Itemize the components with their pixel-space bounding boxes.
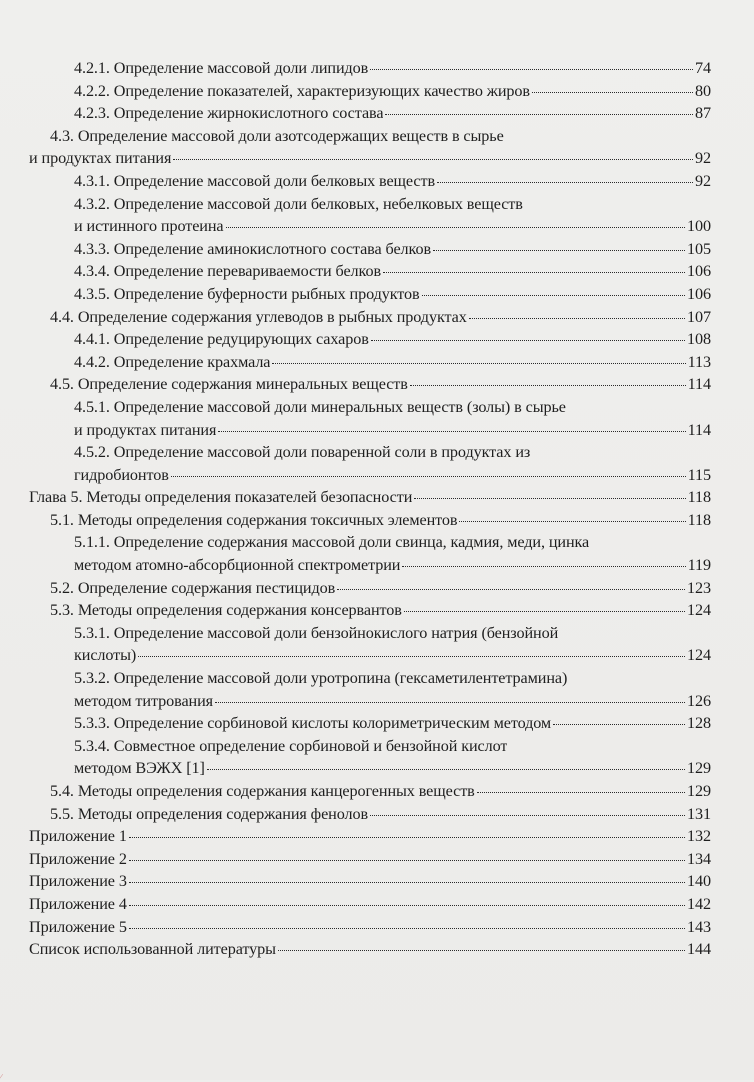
toc-leader-dots (278, 950, 685, 951)
toc-entry-title: 4.3.2. Определение массовой доли белковых, небелковых веществ (74, 194, 523, 213)
toc-entry-title: Приложение 1 (29, 827, 127, 846)
table-of-contents (0, 57, 754, 961)
toc-leader-dots (370, 69, 693, 70)
toc-leader-dots (477, 792, 685, 793)
toc-entry-title: 5.2. Определение содержания пестицидов (50, 578, 336, 597)
toc-entry-title: 4.3.4. Определение перевариваемости белков (74, 262, 381, 281)
toc-leader-dots (383, 272, 685, 273)
toc-page-number: 124 (687, 646, 711, 665)
toc-page-number: 118 (687, 510, 711, 529)
toc-entry[interactable] (0, 125, 754, 170)
toc-entry-title: 4.4. Определение содержания углеводов в рыбных продуктах (50, 307, 467, 326)
toc-leader-dots (459, 521, 685, 522)
toc-entry[interactable] (0, 916, 754, 939)
toc-leader-dots (129, 905, 685, 906)
toc-entry-title: 4.5. Определение содержания минеральных веществ (50, 375, 408, 394)
toc-entry[interactable] (0, 712, 754, 735)
toc-entry-title: кислоты) (74, 646, 137, 665)
toc-page-number: 114 (687, 420, 711, 439)
toc-entry-title: 5.4. Методы определения содержания канцерогенных веществ (50, 782, 475, 800)
toc-page-number: 118 (687, 488, 711, 507)
toc-leader-dots (370, 815, 685, 816)
toc-entry-title: и продуктах питания (29, 149, 172, 168)
toc-leader-dots (402, 566, 685, 567)
toc-page-number: 123 (687, 578, 711, 597)
toc-entry[interactable] (0, 441, 754, 486)
toc-page-number: 144 (687, 940, 711, 959)
toc-entry[interactable] (0, 825, 754, 848)
corner-mark: ∕ (0, 1072, 2, 1082)
toc-entry-title: 5.5. Методы определения содержания фенолов (50, 804, 369, 823)
toc-page-number: 126 (687, 691, 711, 710)
toc-entry[interactable] (0, 102, 754, 125)
toc-entry[interactable] (0, 170, 754, 193)
toc-page-number: 113 (687, 352, 711, 371)
toc-entry[interactable] (0, 80, 754, 103)
toc-page-number: 143 (687, 917, 711, 936)
toc-entry[interactable] (0, 328, 754, 351)
toc-entry[interactable] (0, 509, 754, 532)
toc-entry[interactable] (0, 599, 754, 622)
toc-page-number: 128 (687, 714, 711, 733)
toc-entry[interactable] (0, 351, 754, 374)
toc-entry-title: 4.5.2. Определение массовой доли поваренной соли в продуктах из (74, 443, 531, 462)
toc-page-number: 134 (687, 849, 711, 868)
toc-leader-dots (385, 114, 693, 115)
toc-leader-dots (173, 159, 693, 160)
toc-leader-dots (469, 318, 685, 319)
toc-leader-dots (129, 860, 685, 861)
toc-leader-dots (371, 340, 685, 341)
toc-entry[interactable] (0, 306, 754, 329)
toc-leader-dots (410, 385, 686, 386)
toc-entry-title: 4.3.3. Определение аминокислотного состава белков (74, 239, 432, 258)
toc-entry-title: 5.3.4. Совместное определение сорбиновой и бензойной кислот (74, 736, 508, 755)
toc-entry-title: 4.5.1. Определение массовой доли минеральных веществ (золы) в сырье (74, 397, 566, 416)
toc-page-number: 140 (687, 872, 711, 891)
toc-entry-title: Список использованной литературы (29, 940, 276, 959)
toc-entry[interactable] (0, 193, 754, 238)
toc-entry-title: 4.3.1. Определение массовой доли белковых веществ (74, 171, 436, 190)
toc-entry-title: и продуктах питания (74, 420, 217, 439)
toc-entry[interactable] (0, 870, 754, 893)
toc-page-number: 114 (687, 375, 711, 394)
toc-leader-dots (422, 295, 685, 296)
toc-page-number: 107 (687, 307, 711, 326)
toc-entry-title: 5.3.3. Определение сорбиновой кислоты колориметрическим методом (74, 714, 552, 733)
toc-page-number: 124 (687, 601, 711, 620)
toc-entry-title: гидробионтов (74, 465, 169, 484)
toc-entry[interactable] (0, 238, 754, 261)
toc-entry-title: 4.2.3. Определение жирнокислотного состава (74, 104, 384, 123)
toc-page-number: 106 (687, 262, 711, 281)
toc-entry-title: и истинного протеина (74, 217, 224, 236)
toc-entry-title: Приложение 2 (29, 849, 127, 868)
toc-entry-title: методом титрования (74, 691, 214, 710)
toc-leader-dots (129, 837, 685, 838)
toc-entry-title: Глава 5. Методы определения показателей безопасности (29, 488, 413, 507)
toc-entry[interactable] (0, 577, 754, 600)
toc-page-number: 119 (687, 556, 711, 575)
toc-entry[interactable] (0, 938, 754, 961)
toc-leader-dots (553, 724, 685, 725)
toc-page-number: 92 (695, 171, 711, 190)
toc-page-number: 100 (687, 217, 711, 236)
toc-entry-title: 5.1. Методы определения содержания токсичных элементов (50, 510, 458, 529)
toc-leader-dots (207, 769, 685, 770)
toc-page-number: 80 (695, 81, 711, 100)
toc-entry-title: Приложение 3 (29, 872, 127, 891)
toc-entry[interactable] (0, 667, 754, 712)
toc-entry[interactable] (0, 57, 754, 80)
toc-page-number: 108 (687, 330, 711, 349)
toc-entry-title: 4.3.5. Определение буферности рыбных продуктов (74, 284, 420, 303)
toc-entry[interactable] (0, 373, 754, 396)
toc-entry[interactable] (0, 283, 754, 306)
toc-leader-dots (138, 656, 685, 657)
toc-page-number: 132 (687, 827, 711, 846)
toc-page-number: 131 (687, 804, 711, 823)
toc-leader-dots (414, 498, 685, 499)
toc-entry-title: 4.4.1. Определение редуцирующих сахаров (74, 330, 369, 349)
toc-entry[interactable] (0, 735, 754, 780)
toc-leader-dots (215, 702, 685, 703)
toc-page-number: 129 (687, 782, 711, 800)
toc-leader-dots (129, 882, 685, 883)
toc-page-number: 92 (695, 149, 711, 168)
toc-page-number: 142 (687, 894, 711, 913)
toc-leader-dots (272, 363, 685, 364)
toc-entry[interactable] (0, 893, 754, 916)
toc-entry[interactable] (0, 486, 754, 509)
toc-entry-title: 4.2.1. Определение массовой доли липидов (74, 59, 369, 77)
toc-leader-dots (433, 250, 685, 251)
toc-entry[interactable] (0, 622, 754, 667)
toc-leader-dots (532, 92, 693, 93)
toc-entry[interactable] (0, 803, 754, 826)
toc-entry[interactable] (0, 396, 754, 441)
toc-entry-title: 4.4.2. Определение крахмала (74, 352, 271, 371)
toc-leader-dots (218, 431, 685, 432)
toc-entry-title: Приложение 5 (29, 917, 127, 936)
toc-page-number: 74 (695, 59, 711, 77)
toc-entry-title: 5.3. Методы определения содержания консервантов (50, 601, 402, 620)
toc-page-number: 129 (687, 759, 711, 778)
toc-leader-dots (337, 589, 685, 590)
toc-page-number: 105 (687, 239, 711, 258)
toc-entry-title: 5.1.1. Определение содержания массовой доли свинца, кадмия, меди, цинка (74, 533, 590, 552)
toc-entry-title: методом атомно-абсорбционной спектрометрии (74, 556, 401, 575)
toc-leader-dots (171, 476, 686, 477)
toc-entry-title: Приложение 4 (29, 894, 127, 913)
toc-entry-title: методом ВЭЖХ [1] (74, 759, 205, 778)
toc-entry[interactable] (0, 260, 754, 283)
toc-entry-title: 4.2.2. Определение показателей, характеризующих качество жиров (74, 81, 530, 100)
toc-page-number: 115 (687, 465, 711, 484)
toc-page-number: 106 (687, 284, 711, 303)
toc-leader-dots (437, 182, 693, 183)
toc-entry[interactable] (0, 848, 754, 871)
toc-entry-title: 5.3.1. Определение массовой доли бензойнокислого натрия (бензойной (74, 623, 559, 642)
toc-entry[interactable] (0, 531, 754, 576)
toc-leader-dots (226, 227, 686, 228)
toc-entry[interactable] (0, 780, 754, 803)
toc-entry-title: 4.3. Определение массовой доли азотсодержащих веществ в сырье (50, 126, 504, 145)
toc-page-number: 87 (695, 104, 711, 123)
toc-leader-dots (404, 611, 685, 612)
toc-leader-dots (129, 928, 685, 929)
toc-entry-title: 5.3.2. Определение массовой доли уротропина (гексаметилентетрамина) (74, 669, 568, 688)
